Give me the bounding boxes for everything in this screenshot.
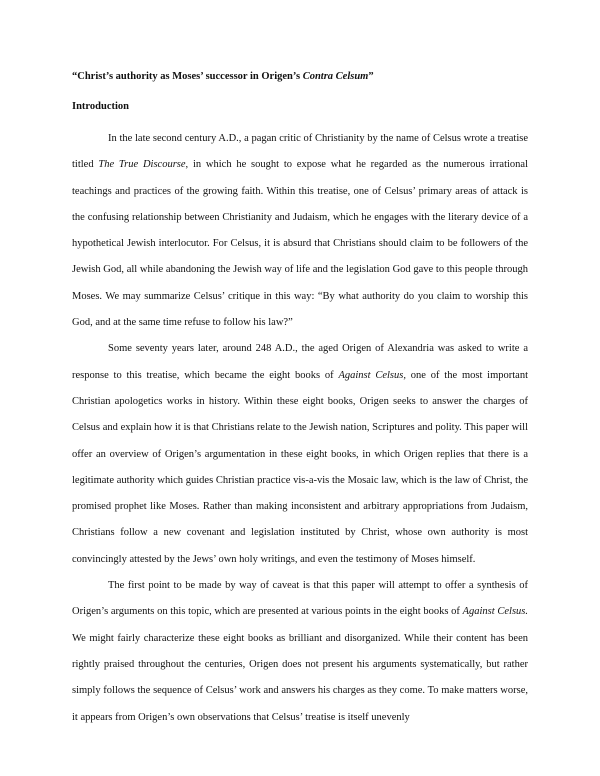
section-heading: Introduction	[72, 101, 129, 112]
paragraph-3	[72, 573, 528, 731]
paragraph-1-text-b: , in which he sought to expose what he regarded as the numerous irrational teachings and practices of the growing faith. Within this treatise, one of Celsus’ primary areas of attack is the confusing relationship between Christianity and Judaism, which he engages with the literary device of a hypothetical Jewish interlocutor. For Celsus, it is absurd that Christians should claim to be followers of the Jewish God, all while abandoning the Jewish way of life and the legislation God gave to this people through Moses. We may summarize Celsus’ critique in this way: “By what authority do you claim to worship this God, and at the same time refuse to follow his law?”	[72, 159, 528, 329]
paragraph-2-text-a: Some seventy years later, around 248 A.D., the aged Origen of Alexandria was asked to write a response to this treatise, which became the eight books of	[72, 343, 528, 381]
title-italic-text: Contra Celsum	[302, 71, 369, 82]
paragraph-1	[72, 126, 528, 336]
paragraph-1-text-a: In the late second century A.D., a pagan critic of Christianity by the name of Celsus wrote a treatise titled	[72, 133, 528, 171]
paragraph-3-text-a: The first point to be made by way of caveat is that this paper will attempt to offer a synthesis of Origen’s arguments on this topic, which are presented at various points in the eight books of	[72, 580, 528, 618]
paragraph-3-text-b: We might fairly characterize these eight books as brilliant and disorganized. While their content has been rightly praised throughout the centuries, Origen does not present his arguments systematically, but rather simply follows the sequence of Celsus’ work and answers his charges as they come. To make matters worse, it appears from Origen’s own observations that Celsus’ treatise is itself unevenly	[72, 632, 528, 723]
paragraph-2	[72, 336, 528, 573]
document-body	[72, 126, 528, 731]
title-text: “Christ’s authority as Moses’ successor in Origen’s	[72, 71, 303, 82]
paragraph-2-italic: Against Celsus,	[338, 369, 406, 381]
paragraph-1-italic: The True Discourse	[98, 159, 186, 171]
paragraph-3-italic: Against Celsus.	[462, 606, 528, 618]
document-title	[72, 70, 532, 84]
title-end-quote: ”	[368, 71, 374, 82]
paragraph-2-text-b: one of the most important Christian apologetics works in history. Within these eight books, Origen seeks to answer the charges of Celsus and explain how it is that Christians relate to the Jewish nation, Scriptures and polity. This paper will offer an overview of Origen’s argumentation in these eight books, in which Origen replies that there is a legitimate authority which guides Christian practice vis-a-vis the Mosaic law, which is the law of Christ, the promised prophet like Moses. Rather than making inconsistent and arbitrary appropriations from Judaism, Christians follow a new covenant and legislation instituted by Christ, whose own authority is most convincingly attested by the Jews’ own holy writings, and even the testimony of Moses himself.	[72, 369, 528, 565]
